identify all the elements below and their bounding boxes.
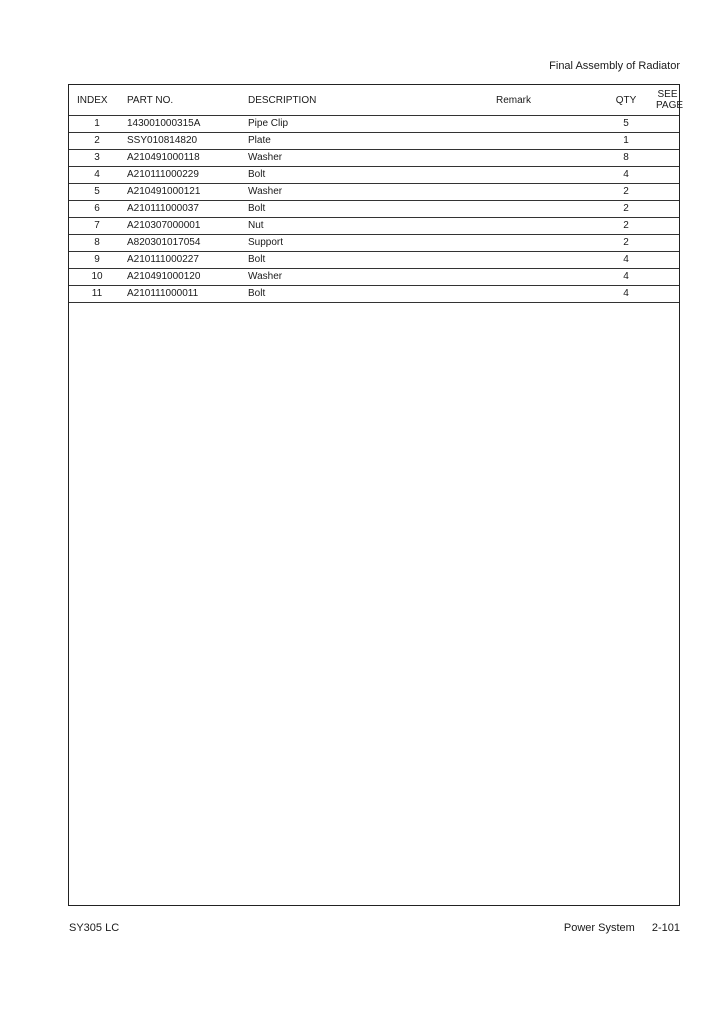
cell-index: 5: [69, 184, 125, 201]
cell-part-no: SSY010814820: [125, 133, 246, 150]
cell-see-page: [656, 116, 679, 133]
cell-part-no: A210111000037: [125, 201, 246, 218]
table-row: [69, 167, 679, 184]
cell-part-no: 143001000315A: [125, 116, 246, 133]
cell-description: Support: [246, 235, 478, 252]
cell-qty: 4: [596, 252, 656, 269]
cell-qty: 1: [596, 133, 656, 150]
cell-index: 7: [69, 218, 125, 235]
cell-description: Washer: [246, 150, 478, 167]
cell-see-page: [656, 150, 679, 167]
cell-description: Bolt: [246, 167, 478, 184]
cell-description: Plate: [246, 133, 478, 150]
cell-qty: 2: [596, 218, 656, 235]
table-row: [69, 201, 679, 218]
table-row: [69, 133, 679, 150]
cell-qty: 2: [596, 184, 656, 201]
parts-table: [69, 85, 684, 303]
cell-index: 10: [69, 269, 125, 286]
column-header-qty: QTY: [596, 85, 656, 116]
cell-qty: 8: [596, 150, 656, 167]
cell-index: 11: [69, 286, 125, 303]
parts-list-frame: [68, 84, 684, 906]
cell-qty: 4: [596, 269, 656, 286]
cell-index: 9: [69, 252, 125, 269]
cell-remark: [478, 269, 596, 286]
cell-see-page: [656, 133, 679, 150]
cell-part-no: A210307000001: [125, 218, 246, 235]
cell-description: Bolt: [246, 286, 478, 303]
footer-section: Power System: [563, 922, 635, 934]
cell-part-no: A820301017054: [125, 235, 246, 252]
cell-see-page: [656, 201, 679, 218]
cell-see-page: [656, 218, 679, 235]
cell-remark: [478, 201, 596, 218]
cell-index: 2: [69, 133, 125, 150]
cell-part-no: A210491000120: [125, 269, 246, 286]
cell-qty: 2: [596, 235, 656, 252]
cell-remark: [478, 167, 596, 184]
column-header-index: INDEX: [69, 85, 125, 116]
cell-description: Nut: [246, 218, 478, 235]
cell-see-page: [656, 269, 679, 286]
cell-part-no: A210111000229: [125, 167, 246, 184]
cell-see-page: [656, 167, 679, 184]
cell-see-page: [656, 235, 679, 252]
cell-description: Bolt: [246, 252, 478, 269]
cell-qty: 4: [596, 167, 656, 184]
cell-description: Washer: [246, 184, 478, 201]
cell-index: 4: [69, 167, 125, 184]
table-row: [69, 286, 679, 303]
footer-page-info: [564, 922, 680, 934]
cell-remark: [478, 133, 596, 150]
table-row: [69, 184, 679, 201]
table-row: [69, 235, 679, 252]
cell-description: Bolt: [246, 201, 478, 218]
cell-index: 8: [69, 235, 125, 252]
cell-part-no: A210111000011: [125, 286, 246, 303]
cell-description: Washer: [246, 269, 478, 286]
cell-part-no: A210111000227: [125, 252, 246, 269]
see-page-line-1: SEE: [657, 89, 678, 100]
parts-table-body: [69, 116, 679, 303]
cell-remark: [478, 184, 596, 201]
table-row: [69, 218, 679, 235]
cell-see-page: [656, 252, 679, 269]
cell-qty: 2: [596, 201, 656, 218]
column-header-see-page: [656, 85, 684, 116]
cell-index: 1: [69, 116, 125, 133]
column-header-description: DESCRIPTION: [246, 85, 478, 116]
cell-remark: [478, 286, 596, 303]
cell-description: Pipe Clip: [246, 116, 478, 133]
cell-part-no: A210491000121: [125, 184, 246, 201]
cell-see-page: [656, 286, 679, 303]
cell-remark: [478, 150, 596, 167]
see-page-line-2: PAGE: [656, 100, 684, 111]
page-number: 2-101: [651, 922, 680, 934]
cell-remark: [478, 116, 596, 133]
column-header-remark: Remark: [478, 85, 596, 116]
cell-index: 6: [69, 201, 125, 218]
page-title: Final Assembly of Radiator: [549, 60, 680, 72]
cell-qty: 5: [596, 116, 656, 133]
table-row: [69, 252, 679, 269]
cell-remark: [478, 235, 596, 252]
cell-index: 3: [69, 150, 125, 167]
column-header-part-no: PART NO.: [125, 85, 246, 116]
table-row: [69, 269, 679, 286]
table-row: [69, 150, 679, 167]
table-row: [69, 116, 679, 133]
cell-remark: [478, 218, 596, 235]
cell-see-page: [656, 184, 679, 201]
cell-part-no: A210491000118: [125, 150, 246, 167]
footer-model: SY305 LC: [69, 922, 120, 934]
table-header-row: [69, 85, 679, 116]
cell-remark: [478, 252, 596, 269]
cell-qty: 4: [596, 286, 656, 303]
